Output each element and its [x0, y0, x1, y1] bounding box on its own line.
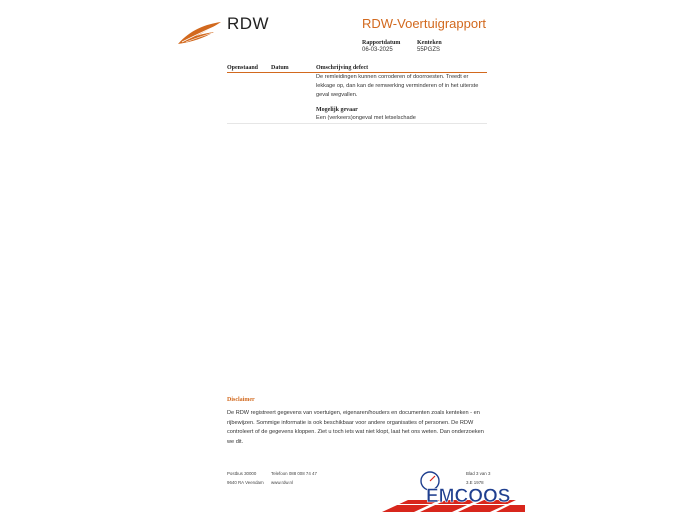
- column-header-date: Datum: [271, 65, 289, 71]
- brand-name: RDW: [227, 14, 270, 33]
- report-date-value: 06-03-2025: [362, 47, 393, 53]
- defect-description: De remleidingen kunnen corroderen of doorroesten. Treedt er lekkage op, dan kan de remwerking verminderen of in het uiterste geval wegvallen.: [316, 74, 479, 98]
- footer-page-number: Blad 3 van 3: [466, 471, 491, 476]
- document-title: RDW-Voertuigrapport: [362, 16, 487, 31]
- column-header-open: Openstaand: [227, 65, 259, 71]
- danger-value: Een (verkeers)ongeval met letselschade: [316, 115, 416, 121]
- footer-web: www.rdw.nl: [271, 480, 293, 485]
- disclaimer-text: De RDW registreert gegevens van voertuigen, eigenaren/houders en documenten zoals kenteken - en rijbewijzen. Sommige informatie is ook beschikbaar voor andere organisaties of personen. De RDW controleert of de gegevens kloppen. Ziet u toch iets wat niet klopt, laat het ons weten. Dan onderzoeken we dit.: [227, 410, 484, 445]
- table-row-divider: [227, 123, 487, 124]
- footer-phone: Telefoon 088 008 74 47: [271, 471, 317, 476]
- footer-postbus: Postbus 30000: [227, 471, 257, 476]
- plate-label: Kenteken: [417, 40, 442, 46]
- danger-label: Mogelijk gevaar: [316, 107, 358, 113]
- plate-value: 55PGZS: [417, 47, 441, 53]
- emcoos-watermark-logo: [380, 470, 525, 514]
- disclaimer-heading: Disclaimer: [227, 397, 255, 403]
- footer-postcode: 9640 RA Veendam: [227, 480, 264, 485]
- report-date-label: Rapportdatum: [362, 40, 401, 46]
- rdw-logo-icon: [176, 20, 222, 46]
- footer-code: 3.E 1978: [466, 480, 484, 485]
- column-header-description: Omschrijving defect: [316, 65, 369, 71]
- emcoos-wordmark: EMCOOS: [426, 486, 511, 507]
